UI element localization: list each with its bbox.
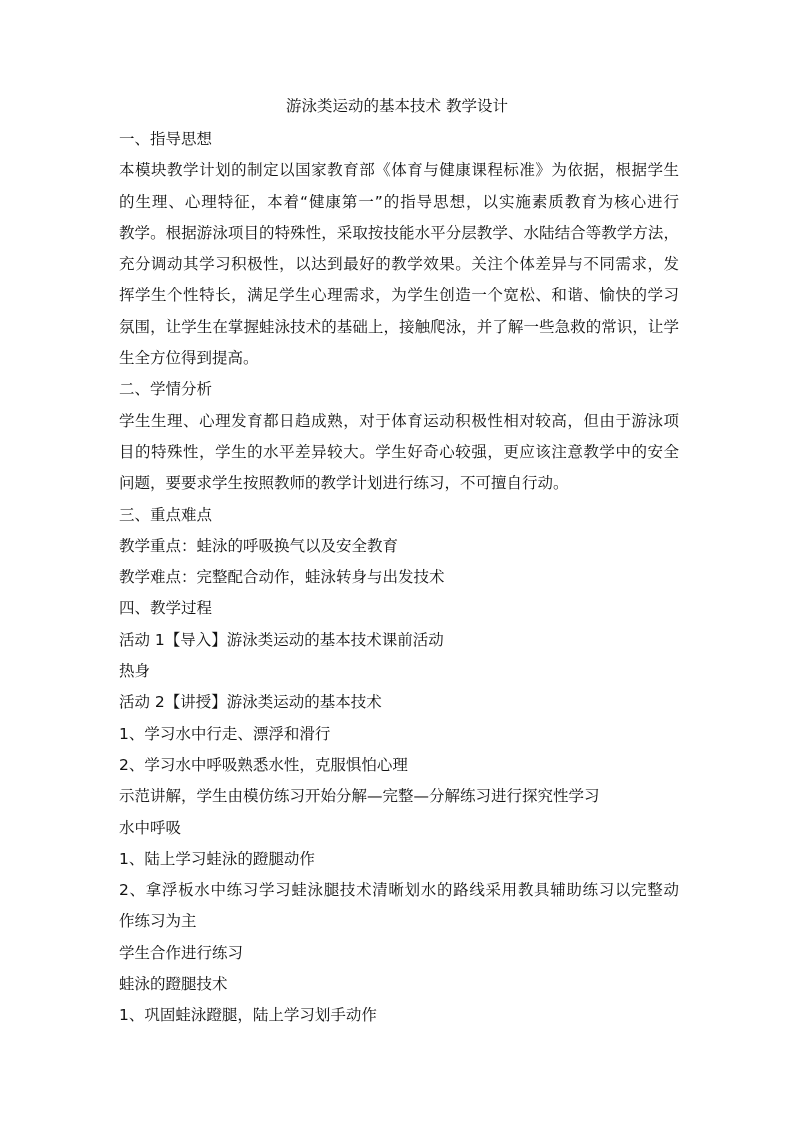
paragraph-line: 学生生理、心理发育都日趋成熟，对于体育运动积极性相对较高，但由于游泳项 <box>119 411 679 430</box>
document-body <box>119 124 679 1032</box>
activity-item: 1、陆上学习蛙泳的蹬腿动作 <box>119 849 315 868</box>
document-title: 游泳类运动的基本技术 教学设计 <box>286 97 508 115</box>
paragraph-line: 目的特殊性，学生的水平差异较大。学生好奇心较强，更应该注意教学中的安全 <box>119 442 679 461</box>
key-point-line: 教学重点：蛙泳的呼吸换气以及安全教育 <box>119 536 399 555</box>
activity-item: 示范讲解，学生由模仿练习开始分解—完整—分解练习进行探究性学习 <box>119 787 600 806</box>
section-heading-learner-analysis: 二、学情分析 <box>119 380 213 399</box>
activity-item: 2、拿浮板水中练习学习蛙泳腿技术清晰划水的路线采用教具辅助练习以完整动 <box>119 881 679 900</box>
paragraph-line: 本模块教学计划的制定以国家教育部《体育与健康课程标准》为依据，根据学生 <box>119 161 679 180</box>
activity-item: 2、学习水中呼吸熟悉水性，克服惧怕心理 <box>119 755 408 774</box>
paragraph-line: 生全方位得到提高。 <box>119 349 259 368</box>
activity-item: 1、学习水中行走、漂浮和滑行 <box>119 724 331 743</box>
section-heading-key-points: 三、重点难点 <box>119 505 213 524</box>
paragraph-line: 挥学生个性特长，满足学生心理需求，为学生创造一个宽松、和谐、愉快的学习 <box>119 286 679 305</box>
activity-item: 热身 <box>119 662 151 681</box>
paragraph-line: 充分调动其学习积极性，以达到最好的教学效果。关注个体差异与不同需求，发 <box>119 255 679 274</box>
paragraph-line: 氛围，让学生在掌握蛙泳技术的基础上，接触爬泳，并了解一些急救的常识，让学 <box>119 317 679 336</box>
activity-item: 蛙泳的蹬腿技术 <box>119 975 228 994</box>
section-heading-guiding-thought: 一、指导思想 <box>119 130 213 148</box>
activity-item: 学生合作进行练习 <box>119 943 244 962</box>
section-heading-teaching-process: 四、教学过程 <box>119 599 213 618</box>
difficulty-line: 教学难点：完整配合动作，蛙泳转身与出发技术 <box>119 568 445 587</box>
paragraph-line: 问题，要要求学生按照教师的教学计划进行练习，不可擅自行动。 <box>119 474 569 493</box>
activity-heading: 活动 2【讲授】游泳类运动的基本技术 <box>119 693 382 712</box>
paragraph-line: 教学。根据游泳项目的特殊性，采取按技能水平分层教学、水陆结合等教学方法， <box>119 223 679 242</box>
activity-item: 1、巩固蛙泳蹬腿，陆上学习划手动作 <box>119 1006 377 1025</box>
paragraph-line: 的生理、心理特征，本着“健康第一”的指导思想，以实施素质教育为核心进行 <box>119 192 679 211</box>
activity-heading: 活动 1【导入】游泳类运动的基本技术课前活动 <box>119 630 444 649</box>
activity-item: 水中呼吸 <box>119 818 182 837</box>
activity-item: 作练习为主 <box>119 912 197 931</box>
